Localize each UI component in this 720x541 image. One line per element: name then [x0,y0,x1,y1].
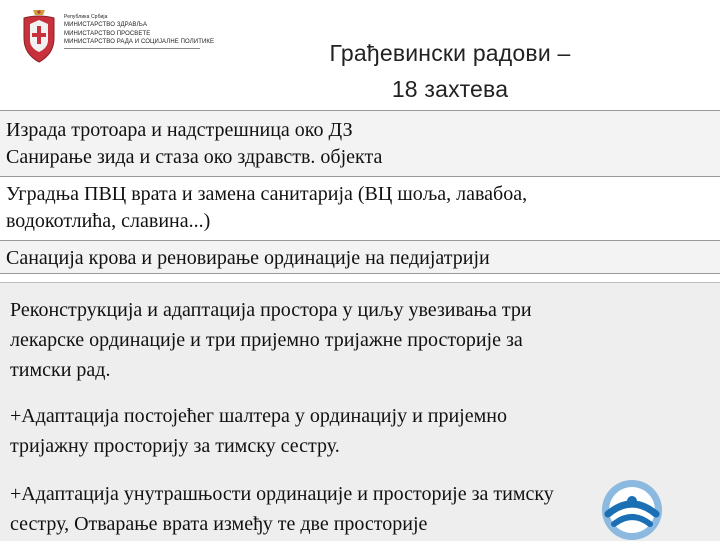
row-text: Израда тротоара и надстрешница око ДЗ [6,119,353,141]
logo-line: МИНИСТАРСТВО ЗДРАВЉА [64,22,148,28]
paragraph-line: тријажну просторију за тимску сестру. [10,435,340,457]
paragraph-line: Реконструкција и адаптација простора у циљу увезивања три [10,299,532,321]
detail-paragraph [10,295,710,385]
detail-paragraph [10,401,710,461]
row-text: Уградња ПВЦ врата и замена санитарија (ВЦ шоља, лавабоа, [6,183,528,205]
ministry-logo [20,8,215,68]
table-row [0,110,720,176]
title-line: 18 захтева [391,76,509,102]
logo-divider [64,48,200,49]
page-title [290,35,610,107]
title-line: Грађевински радови – [329,40,571,66]
logo-line: МИНИСТАРСТВО ПРОСВЕТЕ [64,30,151,37]
paragraph-line: +Адаптација унутрашњости ординације и просторије за тимску [10,483,554,505]
paragraph-line: тимски рад. [10,359,111,381]
logo-line: Република Србија [64,14,108,20]
paragraph-line: сестру, Отварање врата између те две просторије [10,513,428,535]
logo-line: МИНИСТАРСТВО РАДА И СОЦИЈАЛНЕ ПОЛИТИКЕ [64,39,215,46]
row-text: водокотлића, славина...) [6,210,211,232]
project-emblem-icon [596,474,668,540]
slide-header [0,0,720,106]
row-text: Санација крова и реновирање ординације на педијатрији [6,247,490,269]
table-row [0,240,720,274]
paragraph-line: лекарске ординације и три пријемно тријажне просторије за [10,329,523,351]
paragraph-line: +Адаптација постојећег шалтера у ординацију и пријемно [10,405,507,427]
table-row [0,176,720,240]
serbian-coat-of-arms-icon [20,8,58,66]
row-text: Санирање зида и стаза око здравств. објекта [6,146,383,168]
